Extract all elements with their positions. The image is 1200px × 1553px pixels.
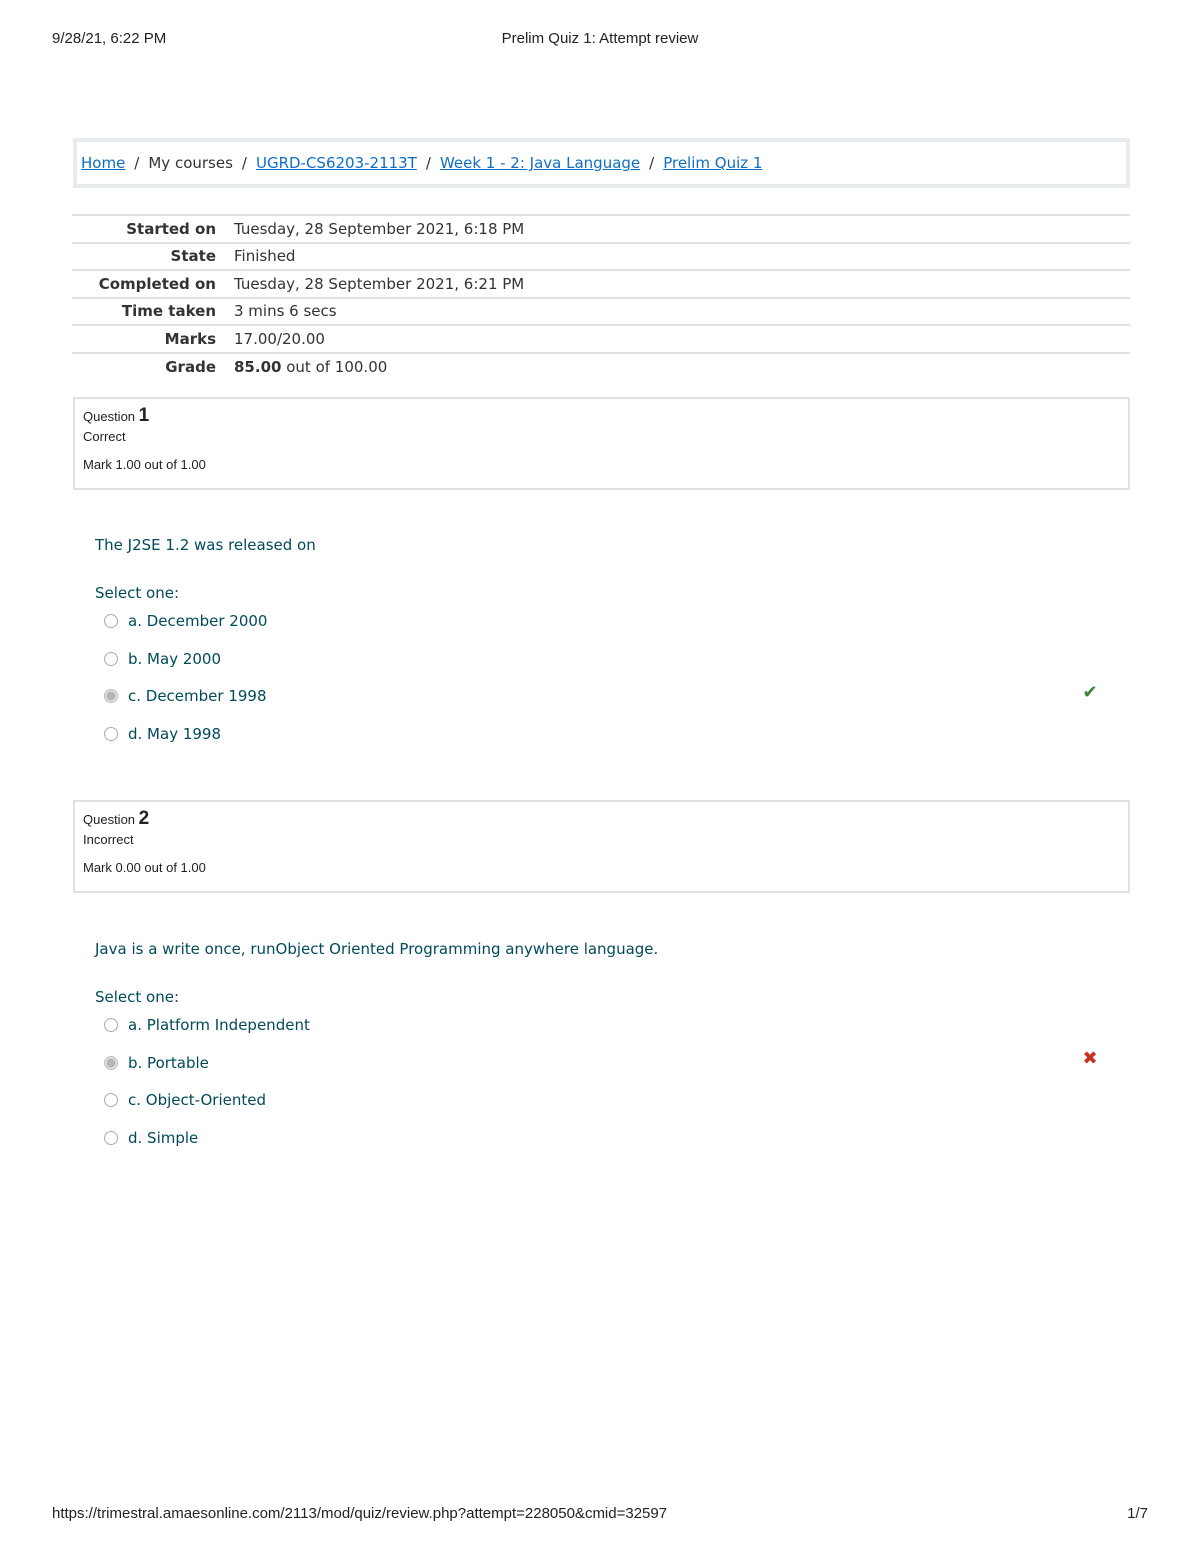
question-2-option-d[interactable]: [104, 1126, 198, 1150]
grade-max: out of 100.00: [286, 357, 388, 376]
grade-value: 85.00: [234, 357, 282, 376]
summary-value: 3 mins 6 secs: [234, 302, 337, 321]
breadcrumb-quiz-link[interactable]: Prelim Quiz 1: [663, 154, 763, 172]
summary-row-time-taken: [72, 298, 1130, 326]
question-1-info: [73, 397, 1130, 490]
breadcrumb-separator: /: [134, 154, 140, 172]
print-datetime: 9/28/21, 6:22 PM: [52, 30, 167, 47]
breadcrumb-separator: /: [649, 154, 655, 172]
summary-value: Tuesday, 28 September 2021, 6:18 PM: [234, 219, 525, 238]
question-state: Incorrect: [83, 832, 134, 847]
question-1-text: The J2SE 1.2 was released on: [95, 536, 316, 554]
question-mark: Mark 1.00 out of 1.00: [83, 457, 206, 472]
summary-row-state: [72, 243, 1130, 271]
option-label: d. Simple: [128, 1129, 199, 1147]
summary-value: Finished: [234, 247, 296, 266]
question-2-option-b[interactable]: [104, 1051, 209, 1075]
print-footer: [52, 1505, 1148, 1525]
summary-label: Time taken: [121, 302, 216, 321]
question-1-prompt: Select one:: [95, 584, 180, 602]
question-1-option-c[interactable]: [104, 684, 267, 708]
radio-button[interactable]: [104, 727, 118, 741]
attempt-summary-table: [72, 214, 1130, 380]
summary-row-marks: [72, 325, 1130, 353]
radio-button[interactable]: [104, 614, 118, 628]
question-label: Question: [83, 812, 136, 827]
summary-value: Tuesday, 28 September 2021, 6:21 PM: [234, 274, 525, 293]
question-2-info: [73, 800, 1130, 893]
summary-label: State: [170, 247, 216, 266]
question-number: 2: [138, 808, 150, 829]
summary-label: Marks: [164, 329, 216, 348]
question-2-prompt: Select one:: [95, 988, 180, 1006]
print-page-number: 1/7: [1127, 1505, 1148, 1522]
breadcrumb-home-link[interactable]: Home: [81, 154, 126, 172]
summary-label: Completed on: [98, 274, 216, 293]
summary-row-grade: [72, 353, 1130, 381]
question-mark: Mark 0.00 out of 1.00: [83, 860, 206, 875]
summary-row-started-on: [72, 215, 1130, 243]
question-2-option-c[interactable]: [104, 1088, 266, 1112]
breadcrumb: [73, 138, 1130, 188]
radio-button[interactable]: [104, 1093, 118, 1107]
question-2-option-a[interactable]: [104, 1013, 310, 1037]
question-1-option-a[interactable]: [104, 609, 267, 633]
question-1-option-d[interactable]: [104, 722, 221, 746]
option-label: a. Platform Independent: [128, 1016, 310, 1034]
option-label: b. Portable: [128, 1054, 209, 1072]
check-icon: ✔: [1082, 682, 1098, 703]
question-1-option-b[interactable]: [104, 647, 221, 671]
question-state: Correct: [83, 429, 126, 444]
option-label: a. December 2000: [128, 612, 268, 630]
radio-button-selected[interactable]: [104, 689, 118, 703]
breadcrumb-separator: /: [241, 154, 247, 172]
radio-button[interactable]: [104, 1018, 118, 1032]
question-number: 1: [138, 405, 150, 426]
summary-label: Started on: [126, 219, 216, 238]
summary-value: 17.00/20.00: [234, 329, 325, 348]
radio-button[interactable]: [104, 652, 118, 666]
print-url: https://trimestral.amaesonline.com/2113/mod/quiz/review.php?attempt=228050&cmid=32597: [52, 1505, 668, 1522]
cross-icon: ✖: [1082, 1048, 1098, 1069]
option-label: d. May 1998: [128, 725, 222, 743]
option-label: c. Object-Oriented: [128, 1091, 266, 1109]
summary-label: Grade: [165, 357, 216, 376]
question-2-text: Java is a write once, runObject Oriented Programming anywhere language.: [95, 940, 659, 958]
print-document-title: Prelim Quiz 1: Attempt review: [501, 30, 699, 47]
summary-row-completed-on: [72, 270, 1130, 298]
summary-value: [232, 353, 1130, 381]
breadcrumb-course-link[interactable]: UGRD-CS6203-2113T: [255, 154, 417, 172]
print-header: [52, 30, 1148, 50]
option-label: c. December 1998: [128, 687, 267, 705]
radio-button[interactable]: [104, 1131, 118, 1145]
breadcrumb-separator: /: [425, 154, 431, 172]
breadcrumb-week-link[interactable]: Week 1 - 2: Java Language: [439, 154, 641, 172]
radio-button-selected[interactable]: [104, 1056, 118, 1070]
question-label: Question: [83, 409, 136, 424]
breadcrumb-my-courses: My courses: [148, 154, 233, 172]
option-label: b. May 2000: [128, 650, 222, 668]
